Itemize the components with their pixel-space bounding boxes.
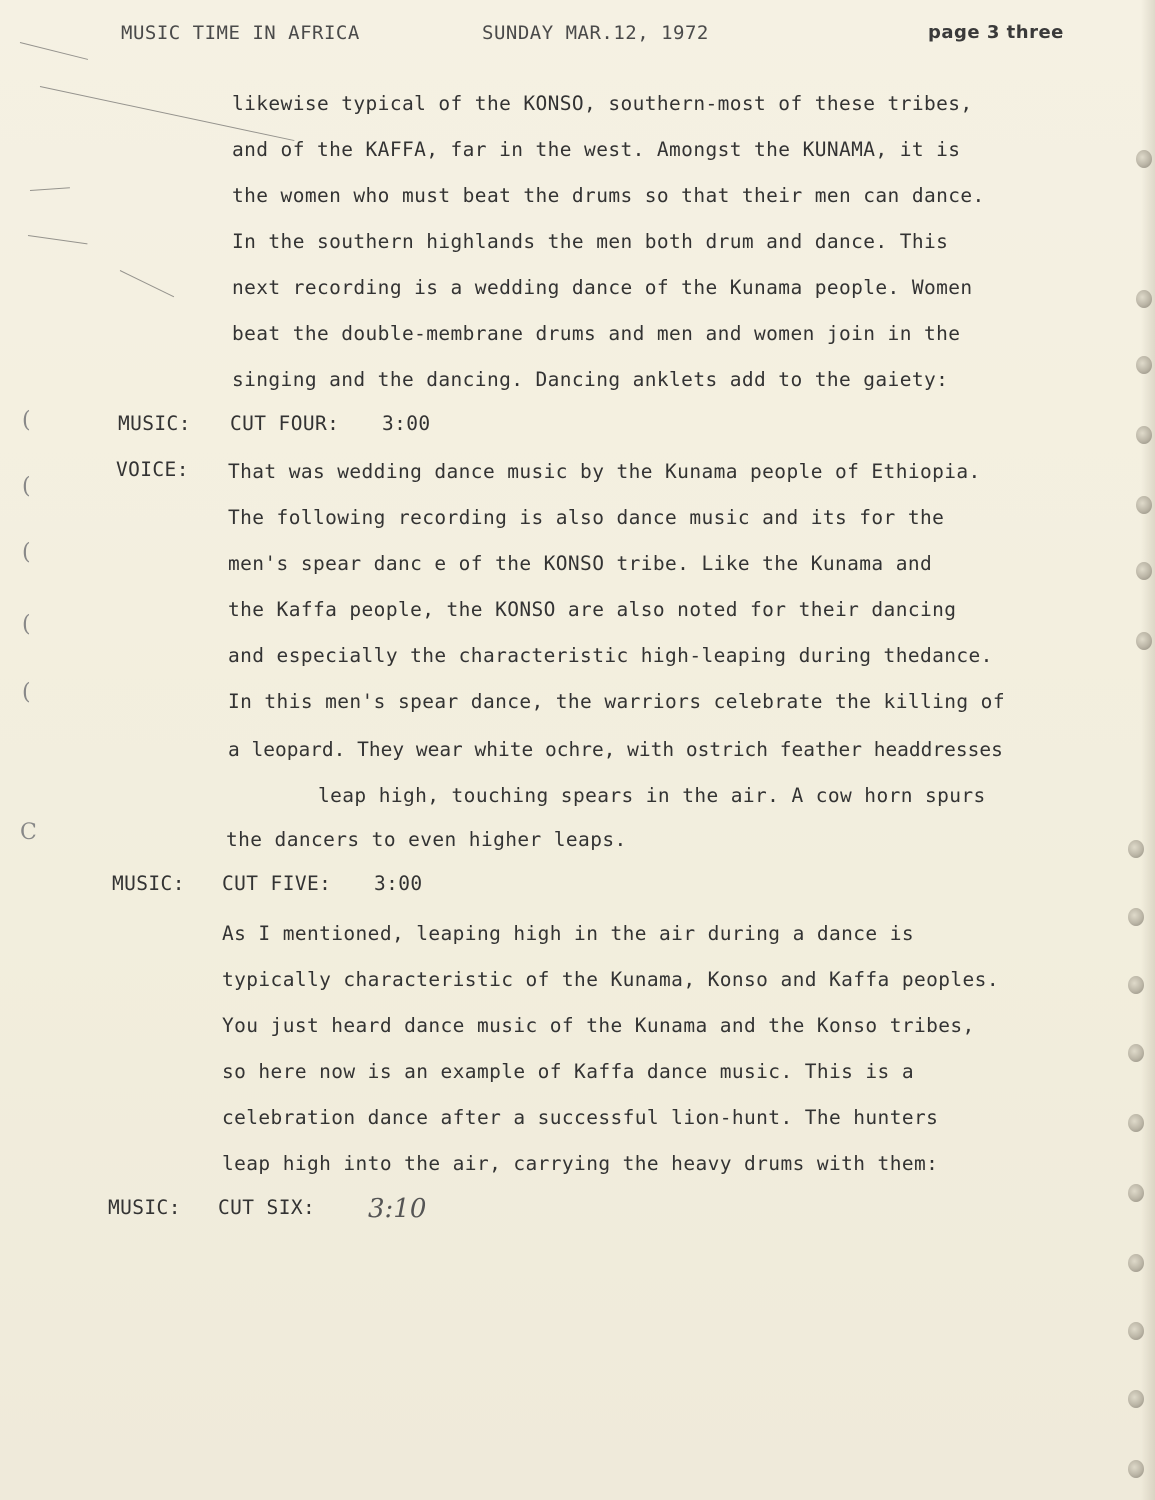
cue-duration: 3:00 — [374, 872, 423, 895]
body-line: and especially the characteristic high-leaping during thedance. — [228, 644, 993, 667]
binder-hole — [1136, 356, 1152, 374]
body-line: next recording is a wedding dance of the Kunama people. Women — [232, 276, 973, 299]
binder-hole — [1128, 908, 1144, 926]
body-line: men's spear danc e of the KONSO tribe. Like the Kunama and — [228, 552, 933, 575]
margin-mark: C — [20, 820, 37, 845]
body-line: the women who must beat the drums so that their men can dance. — [232, 184, 985, 207]
body-line: That was wedding dance music by the Kunama people of Ethiopia. — [228, 460, 981, 483]
cue-label-voice: VOICE: — [116, 458, 189, 481]
body-line: a leopard. They wear white ochre, with ostrich feather headdresses — [228, 738, 1003, 761]
binder-hole — [1128, 1044, 1144, 1062]
cue-label-music: MUSIC: — [118, 412, 191, 435]
binder-hole — [1136, 150, 1152, 168]
body-line: You just heard dance music of the Kunama and the Konso tribes, — [222, 1014, 975, 1037]
margin-mark: ( — [22, 680, 31, 705]
binder-hole — [1128, 1184, 1144, 1202]
body-line: so here now is an example of Kaffa dance music. This is a — [222, 1060, 914, 1083]
page-edge-shadow — [1141, 0, 1155, 1500]
body-line: In the southern highlands the men both drum and dance. This — [232, 230, 949, 253]
margin-mark: ( — [22, 612, 31, 637]
pen-stroke — [30, 187, 70, 191]
body-line: and of the KAFFA, far in the west. Amongst the KUNAMA, it is — [232, 138, 961, 161]
body-line: The following recording is also dance music and its for the — [228, 506, 945, 529]
cue-text: CUT SIX: — [218, 1196, 316, 1219]
binder-hole — [1128, 976, 1144, 994]
cue-duration: 3:00 — [382, 412, 431, 435]
body-line: the dancers to even higher leaps. — [226, 828, 627, 851]
handwritten-duration: 3:10 — [368, 1194, 427, 1224]
cue-label-music: MUSIC: — [108, 1196, 181, 1219]
header-broadcast-date: SUNDAY MAR.12, 1972 — [482, 22, 709, 44]
body-line: the Kaffa people, the KONSO are also noted for their dancing — [228, 598, 957, 621]
binder-hole — [1136, 290, 1152, 308]
binder-hole — [1136, 426, 1152, 444]
binder-hole — [1128, 1390, 1144, 1408]
pen-stroke — [20, 42, 88, 60]
binder-hole — [1136, 496, 1152, 514]
header-page-number: page 3 three — [928, 22, 1064, 43]
header-program-title: MUSIC TIME IN AFRICA — [121, 22, 360, 44]
body-line: As I mentioned, leaping high in the air during a dance is — [222, 922, 914, 945]
binder-hole — [1128, 1322, 1144, 1340]
cue-text: CUT FIVE: — [222, 872, 332, 895]
body-line: singing and the dancing. Dancing anklets add to the gaiety: — [232, 368, 949, 391]
pen-stroke — [28, 235, 88, 244]
body-line: typically characteristic of the Kunama, Konso and Kaffa peoples. — [222, 968, 999, 991]
margin-mark: ( — [22, 540, 31, 565]
margin-mark: ( — [22, 408, 31, 433]
body-line: likewise typical of the KONSO, southern-most of these tribes, — [232, 92, 973, 115]
binder-hole — [1128, 1254, 1144, 1272]
body-line: In this men's spear dance, the warriors celebrate the killing of — [228, 690, 1005, 713]
binder-hole — [1128, 1114, 1144, 1132]
binder-hole — [1136, 632, 1152, 650]
cue-label-music: MUSIC: — [112, 872, 185, 895]
binder-hole — [1136, 562, 1152, 580]
binder-hole — [1128, 1460, 1144, 1478]
margin-mark: ( — [22, 474, 31, 499]
pen-stroke — [120, 270, 174, 297]
body-line: beat the double-membrane drums and men and women join in the — [232, 322, 961, 345]
binder-hole — [1128, 840, 1144, 858]
body-line: celebration dance after a successful lion-hunt. The hunters — [222, 1106, 939, 1129]
cue-text: CUT FOUR: — [230, 412, 340, 435]
body-line: leap high, touching spears in the air. A cow horn spurs — [318, 784, 986, 807]
body-line: leap high into the air, carrying the heavy drums with them: — [222, 1152, 939, 1175]
